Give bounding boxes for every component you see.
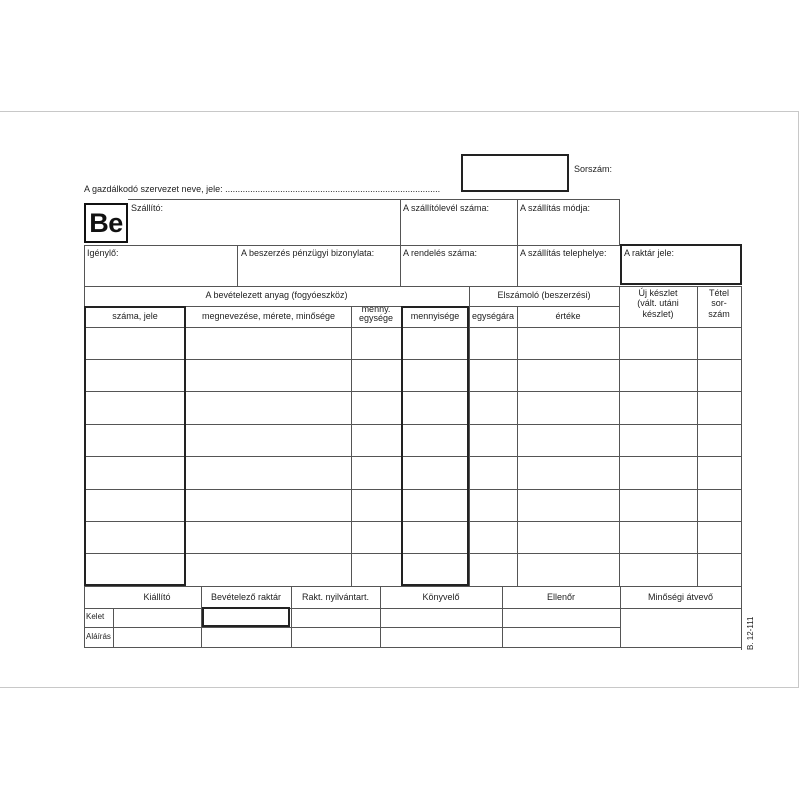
- form-code: B. 12-111: [746, 616, 755, 650]
- order-number-label: A rendelés száma:: [403, 248, 478, 258]
- col-unit-price-header: egységára: [471, 311, 515, 321]
- new-stock-header: Új készlet (vált. utáni készlet): [637, 288, 679, 319]
- col-name-header: megnevezése, mérete, minősége: [201, 311, 336, 321]
- accounting-group-header: Elszámoló (beszerzési): [497, 290, 591, 300]
- serial-label: Sorszám:: [574, 164, 613, 174]
- footer-accountant: Könyvelő: [422, 592, 460, 602]
- col-quantity-header: mennyisége: [410, 311, 460, 321]
- footer-issuer: Kiállító: [143, 592, 171, 602]
- org-label: A gazdálkodó szervezet neve, jele: ......................................................................................: [84, 184, 441, 194]
- delivery-note-label: A szállítólevél száma:: [403, 203, 490, 213]
- warehouse-code-label: A raktár jele:: [624, 248, 675, 258]
- financial-doc-label: A beszerzés pénzügyi bizonylata:: [241, 248, 375, 258]
- delivery-method-label: A szállítás módja:: [520, 203, 591, 213]
- requester-label: Igénylő:: [87, 248, 119, 258]
- supplier-label: Szállító:: [131, 203, 164, 213]
- item-number-header: Tétel sor- szám: [708, 288, 730, 319]
- material-group-header: A bevételezett anyag (fogyóeszköz): [205, 290, 348, 300]
- footer-quality-receiver: Minőségi átvevő: [647, 592, 714, 602]
- footer-stock-records: Rakt. nyilvántart.: [301, 592, 370, 602]
- col-unit-header: menny. egysége: [358, 304, 394, 323]
- col-value-header: értéke: [555, 311, 581, 321]
- warehouse-date-box[interactable]: [202, 607, 290, 627]
- quantity-column-frame: [401, 306, 469, 586]
- footer-receiving-warehouse: Bevételező raktár: [210, 592, 282, 602]
- serial-number-box[interactable]: [461, 154, 569, 192]
- row-label-signature: Aláírás: [86, 632, 111, 641]
- row-label-date: Kelet: [86, 612, 105, 621]
- footer-controller: Ellenőr: [546, 592, 575, 602]
- receipt-logo: Be: [84, 203, 128, 243]
- number-column-frame: [84, 306, 186, 586]
- col-number-header: száma, jele: [112, 311, 158, 321]
- delivery-site-label: A szállítás telephelye:: [520, 248, 607, 258]
